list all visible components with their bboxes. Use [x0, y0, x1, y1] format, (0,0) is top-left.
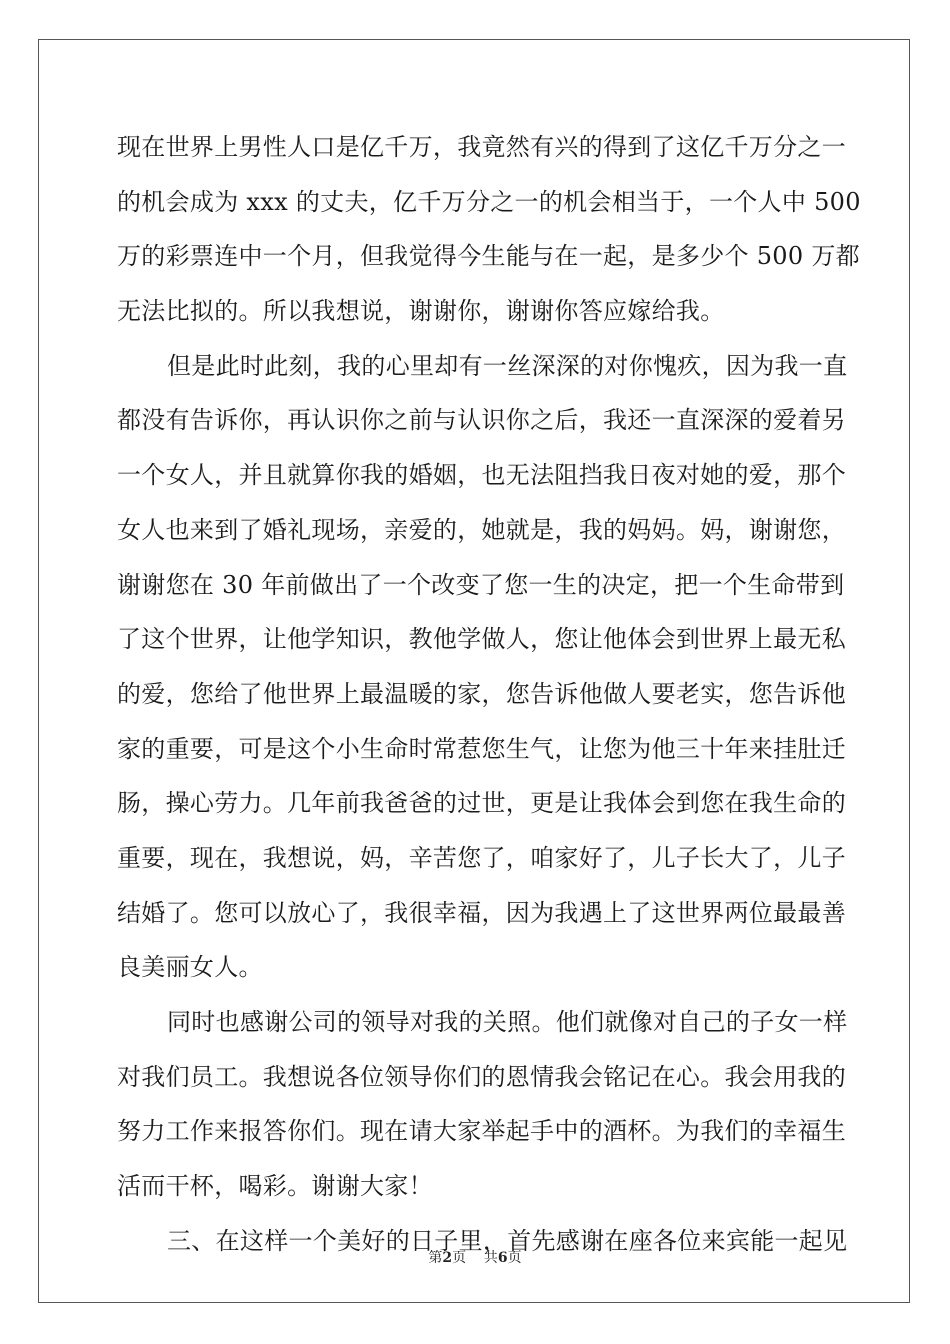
text-line: 谢谢您在 30 年前做出了一个改变了您一生的决定，把一个生命带到 [117, 570, 845, 599]
text-line: 良美丽女人。 [117, 953, 263, 982]
text-line: 重要，现在，我想说，妈，辛苦您了，咱家好了，儿子长大了，儿子 [117, 843, 846, 872]
text-line: 的爱，您给了他世界上最温暖的家，您告诉他做人要老实，您告诉他 [117, 679, 846, 708]
footer-total-suffix: 页 [507, 1250, 522, 1266]
paragraph-start-line: 但是此时此刻，我的心里却有一丝深深的对你愧疚，因为我一直 [167, 351, 848, 380]
text-line: 都没有告诉你，再认识你之前与认识你之后，我还一直深深的爱着另 [117, 406, 846, 435]
current-page-number: 2 [442, 1250, 453, 1266]
text-line: 女人也来到了婚礼现场，亲爱的，她就是，我的妈妈。妈，谢谢您， [117, 515, 846, 544]
footer-page-suffix: 页 [452, 1250, 467, 1266]
paragraph-start-line: 三、在这样一个美好的日子里，首先感谢在座各位来宾能一起见 [167, 1226, 848, 1255]
text-line: 对我们员工。我想说各位领导你们的恩情我会铭记在心。我会用我的 [117, 1062, 846, 1091]
footer-total-prefix: 共 [483, 1250, 498, 1266]
text-line: 的机会成为 xxx 的丈夫，亿千万分之一的机会相当于，一个人中 500 [117, 187, 861, 216]
text-line: 一个女人，并且就算你我的婚姻，也无法阻挡我日夜对她的爱，那个 [117, 461, 846, 490]
text-line: 无法比拟的。所以我想说，谢谢你，谢谢你答应嫁给我。 [117, 297, 725, 326]
total-page-number: 6 [497, 1250, 508, 1266]
text-line: 结婚了。您可以放心了，我很幸福，因为我遇上了这世界两位最最善 [117, 898, 846, 927]
paragraph-start-line: 同时也感谢公司的领导对我的关照。他们就像对自己的子女一样 [167, 1008, 848, 1036]
text-line: 万的彩票连中一个月，但我觉得今生能与在一起，是多少个 500 万都 [117, 242, 860, 271]
text-line: 了这个世界，让他学知识，教他学做人，您让他体会到世界上最无私 [117, 625, 846, 654]
page-footer [0, 1247, 950, 1267]
text-line: 活而干杯，喝彩。谢谢大家！ [117, 1172, 433, 1201]
text-line: 努力工作来报答你们。现在请大家举起手中的酒杯。为我们的幸福生 [117, 1117, 846, 1146]
text-line: 家的重要，可是这个小生命时常惹您生气，让您为他三十年来挂肚迁 [117, 734, 846, 763]
footer-prefix: 第 [428, 1250, 443, 1266]
text-line: 现在世界上男性人口是亿千万，我竟然有兴的得到了这亿千万分之一 [117, 133, 846, 161]
text-line: 肠，操心劳力。几年前我爸爸的过世，更是让我体会到您在我生命的 [117, 789, 846, 818]
document-body [117, 120, 861, 1268]
